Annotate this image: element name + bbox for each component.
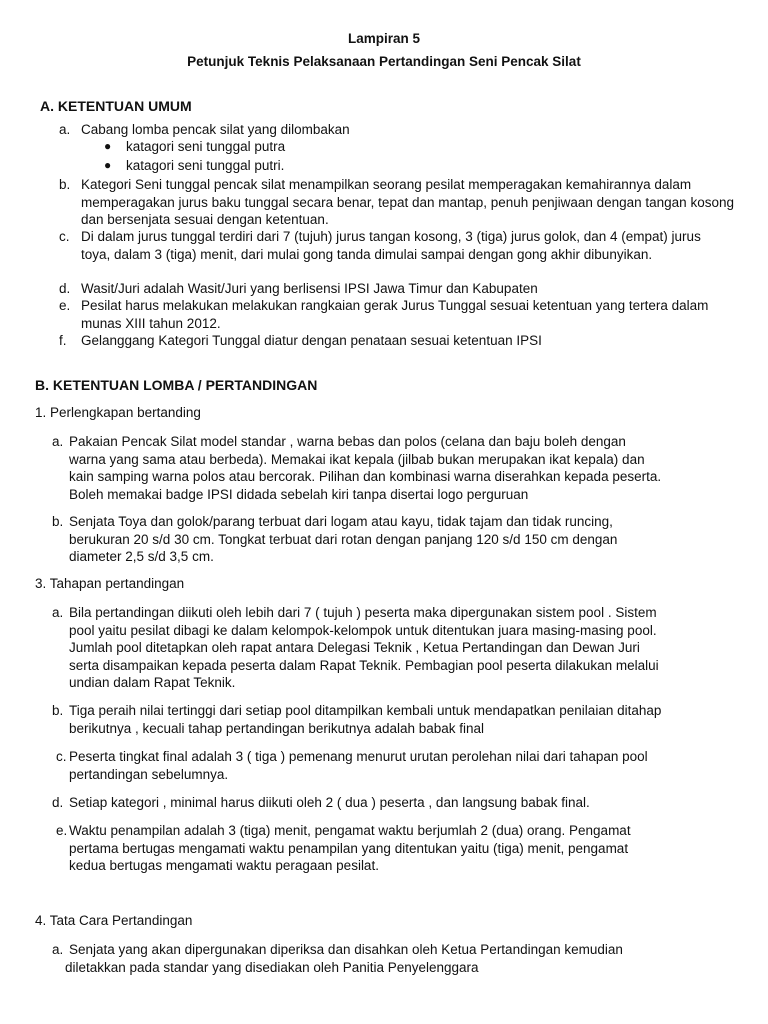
item-marker: b. [59,177,71,192]
bullet-text: katagori seni tunggal putra [126,139,286,154]
bullet-text: katagori seni tunggal putri. [126,158,285,173]
item-marker: b. [52,703,64,718]
section-a-item-f [59,332,739,350]
item-line: serta disampaikan kepada peserta dalam Rapat Teknik. Pembagian pool peserta dilakukan melalui [69,657,659,673]
item-text: Kategori Seni tunggal pencak silat menampilkan seorang pesilat memperagakan kemahirannya dalam memperagakan jurus baku tunggal secara benar, tepat dan mantap, penuh penjiwaan dengan tangan kosong dan bersenjata sesuai dengan ketentuan. [81,177,734,227]
item-line: Pakaian Pencak Silat model standar , warna bebas dan polos (celana dan baju boleh dengan [69,434,626,449]
item-marker: e. [56,823,68,838]
item-marker: a. [52,605,64,620]
item-marker: c. [56,749,67,764]
item-marker: d. [59,281,71,296]
section-a-heading: A. KETENTUAN UMUM [40,98,192,114]
item-line: kedua bertugas mengamati waktu peragaan pesilat. [69,858,379,873]
item-line: pool yaitu pesilat dibagi ke dalam kelompok-kelompok untuk ditentukan juara masing-masing pool. [69,622,657,638]
item-marker: b. [52,514,64,529]
item-marker: f. [59,333,67,348]
item-line: berukuran 20 s/d 30 cm. Tongkat terbuat dari rotan dengan panjang 120 s/d 150 cm dengan [69,531,618,547]
item-line: Peserta tingkat final adalah 3 ( tiga ) pemenang menurut urutan perolehan nilai dari tahapan pool [69,749,648,764]
sub3-item-e [56,822,631,875]
item-line: Waktu penampilan adalah 3 (tiga) menit, pengamat waktu berjumlah 2 (dua) orang. Pengamat [69,823,631,838]
sub3-item-d [52,794,590,812]
subsection-heading: 3. Tahapan pertandingan [35,576,185,591]
item-marker: c. [59,229,70,244]
item-line: Senjata Toya dan golok/parang terbuat dari logam atau kayu, tidak tajam dan tidak runcing, [69,514,613,529]
item-line: diameter 2,5 s/d 3,5 cm. [69,549,214,564]
item-text: Cabang lomba pencak silat yang dilombakan [81,122,350,137]
item-line: undian dalam Rapat Teknik. [69,675,236,690]
section-b-heading: B. KETENTUAN LOMBA / PERTANDINGAN [35,377,318,393]
document-subtitle: Petunjuk Teknis Pelaksanaan Pertandingan Seni Pencak Silat [187,54,581,69]
item-line: Bila pertandingan diikuti oleh lebih dari 7 ( tujuh ) peserta maka dipergunakan sistem pool . Sistem [69,605,657,620]
sub3-item-b [52,702,661,737]
sub3-item-a [52,604,659,692]
sub4-item-a [52,941,623,976]
item-line: Setiap kategori , minimal harus diikuti oleh 2 ( dua ) peserta , dan langsung babak final. [69,795,590,810]
section-a-item-c [59,228,731,263]
document-title: Lampiran 5 [347,31,421,46]
item-line: kain samping warna polos atau bercorak. Pilihan dan kombinasi warna diserahkan kepada peserta. [69,469,662,484]
item-marker: a. [52,942,64,957]
bullet-icon: ● [104,139,112,153]
sub1-item-b [52,513,617,566]
section-a-item-d [59,280,739,298]
item-marker: a. [52,434,64,449]
item-line: Boleh memakai badge IPSI didada sebelah kiri tanpa disertai logo perguruan [69,486,529,502]
section-a-item-e [59,297,719,332]
sub1-item-a [52,433,661,503]
subsection-heading: 4. Tata Cara Pertandingan [35,913,193,928]
item-line: pertandingan sebelumnya. [69,766,229,782]
item-line: Tiga peraih nilai tertinggi dari setiap pool ditampilkan kembali untuk mendapatkan penilaian ditahap [69,703,662,718]
item-text: Di dalam jurus tunggal terdiri dari 7 (tujuh) jurus tangan kosong, 3 (tiga) jurus golok, dan 4 (empat) jurus toya, dalam 3 (tiga) menit, dari mulai gong tanda dimulai sampai dengan gong akhir dibunyikan. [81,229,701,262]
item-line: pertama bertugas mengamati waktu penampilan yang ditentukan yaitu (tiga) menit, pengamat [69,840,629,856]
item-line: berikutnya , kecuali tahap pertandingan berikutnya adalah babak final [69,720,485,736]
sub3-item-c [56,748,648,783]
subsection-heading: 1. Perlengkapan bertanding [35,405,201,420]
item-marker: a. [59,122,71,137]
section-a-item-a [59,121,729,139]
item-marker: e. [59,298,71,313]
item-line: diletakkan pada standar yang disediakan oleh Panitia Penyelenggara [65,959,479,975]
item-line: Senjata yang akan dipergunakan diperiksa dan disahkan oleh Ketua Pertandingan kemudian [69,942,623,957]
section-a-item-b [59,176,737,229]
item-text: Pesilat harus melakukan melakukan rangkaian gerak Jurus Tunggal sesuai ketentuan yang tertera dalam munas XIII tahun 2012. [81,298,709,331]
item-line: warna yang sama atau berbeda). Memakai ikat kepala (jilbab bukan merupakan ikat kepala) dan [69,451,645,467]
item-line: Jumlah pool ditetapkan oleh rapat antara Delegasi Teknik , Ketua Pertandingan dan Dewan Juri [69,640,640,655]
item-marker: d. [52,795,64,810]
bullet-icon: ● [104,158,112,172]
item-text: Wasit/Juri adalah Wasit/Juri yang berlisensi IPSI Jawa Timur dan Kabupaten [81,281,538,296]
item-text: Gelanggang Kategori Tunggal diatur dengan penataan sesuai ketentuan IPSI [81,333,542,348]
